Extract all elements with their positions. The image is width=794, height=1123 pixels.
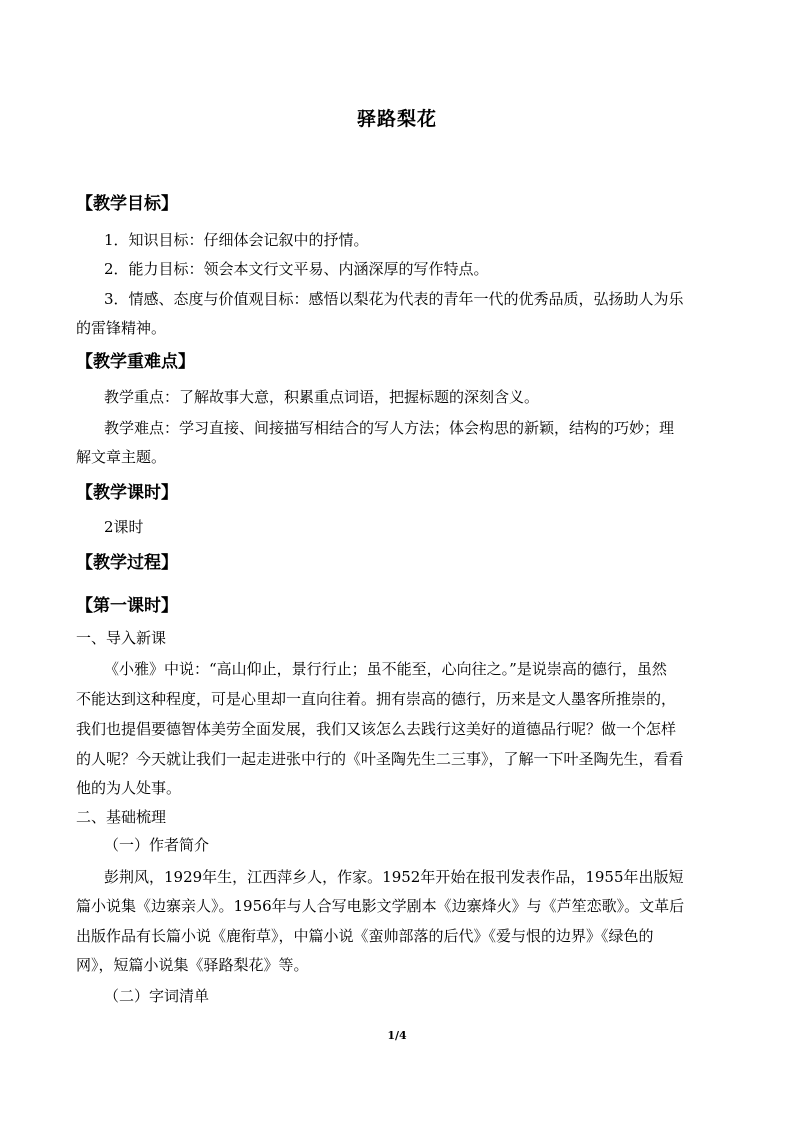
intro-line-1: 《小雅》中说：“高山仰止，景行行止；虽不能至，心向往之。”是说崇高的德行，虽然: [104, 660, 667, 678]
hours-heading: 【教学课时】: [76, 483, 178, 503]
objectives-heading: 【教学目标】: [76, 194, 178, 214]
hours-value: 2课时: [104, 518, 144, 536]
process-heading: 【教学过程】: [76, 553, 178, 573]
page-number: 1/4: [387, 1029, 407, 1042]
author-intro-heading: （一）作者简介: [104, 836, 210, 854]
basics-heading: 二、基础梳理: [76, 808, 167, 826]
intro-heading: 一、导入新课: [76, 629, 167, 647]
key-points-heading: 【教学重难点】: [76, 352, 195, 372]
objective-line-1: 1．知识目标：仔细体会记叙中的抒情。: [104, 231, 369, 249]
author-line-4: 网》，短篇小说集《驿路梨花》等。: [76, 956, 309, 974]
first-lesson-heading: 【第一课时】: [76, 596, 178, 616]
intro-line-4: 的人呢？今天就让我们一起走进张中行的《叶圣陶先生二三事》，了解一下叶圣陶先生，看看: [76, 750, 684, 768]
key-point-line-2: 教学难点：学习直接、间接描写相结合的写人方法；体会构思的新颖，结构的巧妙；理: [104, 419, 675, 437]
key-point-line-1: 教学重点：了解故事大意，积累重点词语，把握标题的深刻含义。: [104, 388, 540, 406]
intro-line-3: 我们也提倡要德智体美劳全面发展，我们又该怎么去践行这美好的道德品行呢？做一个怎样: [76, 720, 677, 738]
author-line-3: 出版作品有长篇小说《鹿衔草》，中篇小说《蛮帅部落的后代》《爱与恨的边界》《绿色的: [76, 927, 654, 945]
objective-line-4: 的雷锋精神。: [76, 319, 167, 337]
objective-line-2: 2．能力目标：领会本文行文平易、内涵深厚的写作特点。: [104, 260, 489, 278]
intro-line-5: 他的为人处事。: [76, 779, 182, 797]
document-title: 驿路梨花: [356, 108, 437, 130]
author-line-1: 彭荆风，1929年生，江西萍乡人，作家。1952年开始在报刊发表作品，1955年出版短: [104, 868, 684, 886]
key-point-line-3: 解文章主题。: [76, 448, 167, 466]
intro-line-2: 不能达到这种程度，可是心里却一直向往着。拥有崇高的德行，历来是文人墨客所推崇的，: [76, 690, 677, 708]
word-list-heading: （二）字词清单: [104, 987, 210, 1005]
objective-line-3: 3．情感、态度与价值观目标：感悟以梨花为代表的青年一代的优秀品质，弘扬助人为乐: [104, 290, 684, 308]
author-line-2: 篇小说集《边寨亲人》。1956年与人合写电影文学剧本《边寨烽火》与《芦笙恋歌》。文革后: [76, 897, 685, 915]
